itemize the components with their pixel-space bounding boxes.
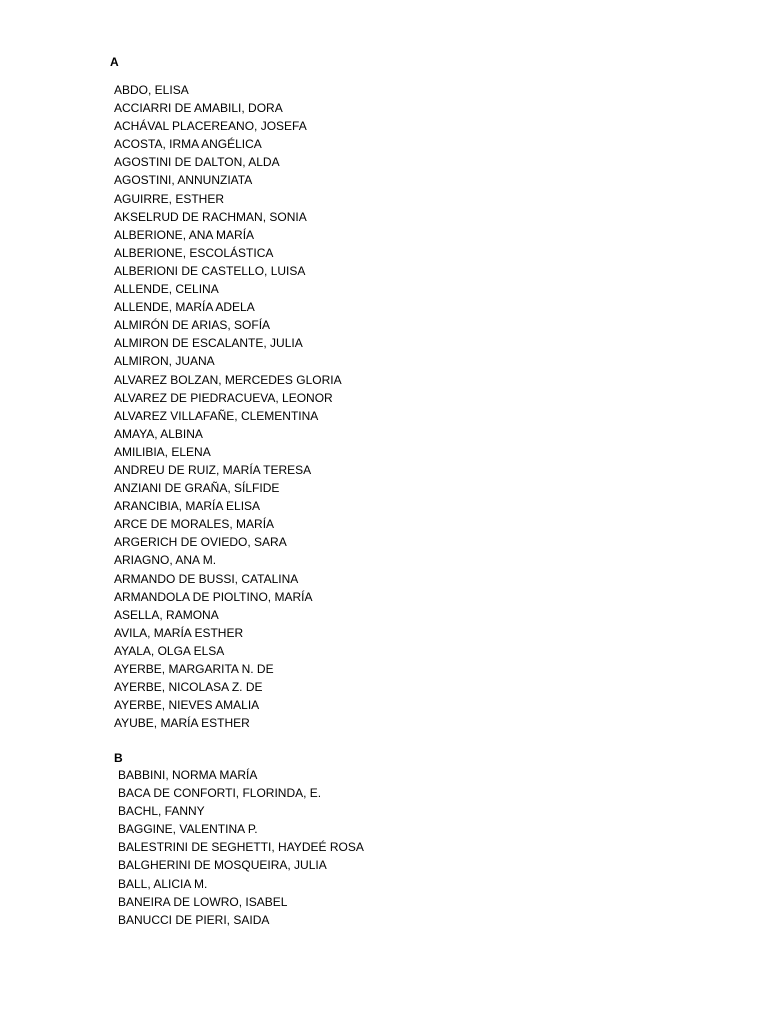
list-item: ACCIARRI DE AMABILI, DORA (114, 101, 283, 116)
list-item: ARCE DE MORALES, MARÍA (114, 517, 275, 532)
list-item: AGOSTINI DE DALTON, ALDA (114, 155, 280, 170)
list-item: BABBINI, NORMA MARÍA (118, 768, 258, 782)
list-item: AYUBE, MARÍA ESTHER (114, 716, 250, 731)
list-item: ANZIANI DE GRAÑA, SÍLFIDE (114, 481, 280, 496)
list-item: ALBERIONI DE CASTELLO, LUISA (114, 263, 306, 278)
list-item: AMAYA, ALBINA (114, 426, 203, 441)
list-item: BALGHERINI DE MOSQUEIRA, JULIA (118, 858, 327, 873)
list-item: ARANCIBIA, MARÍA ELISA (114, 499, 261, 514)
list-item: ALMIRON DE ESCALANTE, JULIA (114, 336, 303, 351)
name-list-b (118, 766, 364, 929)
list-item: BACA DE CONFORTI, FLORINDA, E. (118, 786, 322, 801)
name-list-a (114, 81, 342, 732)
section-heading-b: B (114, 751, 123, 765)
list-item: AYERBE, MARGARITA N. DE (114, 662, 274, 676)
list-item: ALMIRÓN DE ARIAS, SOFÍA (114, 318, 271, 333)
list-item: AYALA, OLGA ELSA (114, 643, 225, 658)
section-heading-a: A (110, 55, 119, 69)
list-item: ARIAGNO, ANA M. (114, 553, 217, 568)
list-item: AKSELRUD DE RACHMAN, SONIA (114, 209, 307, 224)
list-item: ALLENDE, CELINA (114, 282, 219, 297)
list-item: ALBERIONE, ESCOLÁSTICA (114, 245, 274, 260)
list-item: ABDO, ELISA (114, 83, 189, 97)
list-item: ARGERICH DE OVIEDO, SARA (114, 535, 287, 550)
list-item: BALESTRINI DE SEGHETTI, HAYDEÉ ROSA (118, 840, 364, 855)
list-item: BANEIRA DE LOWRO, ISABEL (118, 894, 288, 909)
list-item: AVILA, MARÍA ESTHER (114, 625, 244, 640)
list-item: ALVAREZ DE PIEDRACUEVA, LEONOR (114, 390, 333, 405)
list-item: AYERBE, NIEVES AMALIA (114, 698, 260, 713)
list-item: ARMANDO DE BUSSI, CATALINA (114, 571, 299, 586)
list-item: BACHL, FANNY (118, 804, 205, 819)
list-item: ALBERIONE, ANA MARÍA (114, 227, 255, 242)
list-item: ALMIRON, JUANA (114, 354, 215, 369)
list-item: AGUIRRE, ESTHER (114, 191, 225, 206)
list-item: ALVAREZ VILLAFAÑE, CLEMENTINA (114, 408, 319, 423)
list-item: ALVAREZ BOLZAN, MERCEDES GLORIA (114, 372, 342, 387)
list-item: ASELLA, RAMONA (114, 607, 219, 622)
list-item: ALLENDE, MARÍA ADELA (114, 300, 255, 315)
list-item: BALL, ALICIA M. (118, 876, 208, 891)
list-item: ARMANDOLA DE PIOLTINO, MARÍA (114, 589, 313, 604)
list-item: BAGGINE, VALENTINA P. (118, 822, 258, 837)
list-item: AGOSTINI, ANNUNZIATA (114, 173, 253, 188)
list-item: AMILIBIA, ELENA (114, 444, 211, 459)
list-item: ANDREU DE RUIZ, MARÍA TERESA (114, 462, 312, 477)
list-item: AYERBE, NICOLASA Z. DE (114, 680, 263, 695)
list-item: ACHÁVAL PLACEREANO, JOSEFA (114, 119, 307, 134)
list-item: BANUCCI DE PIERI, SAIDA (118, 912, 270, 927)
list-item: ACOSTA, IRMA ANGÉLICA (114, 137, 262, 152)
